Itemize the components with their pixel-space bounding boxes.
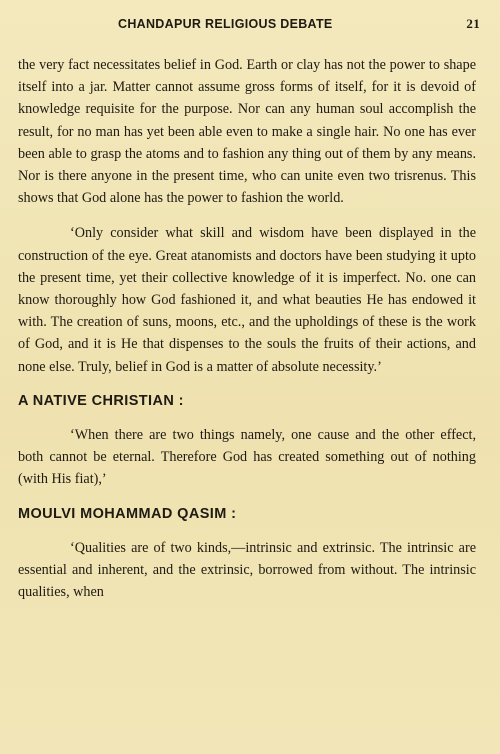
- speaker-heading-native-christian: A NATIVE CHRISTIAN :: [18, 392, 184, 409]
- page-body: [18, 54, 476, 603]
- speaker-heading-moulvi-qasim: MOULVI MOHAMMAD QASIM :: [18, 505, 237, 522]
- page-number: 21: [466, 16, 480, 31]
- running-head-title: CHANDAPUR RELIGIOUS DEBATE: [118, 17, 333, 31]
- paragraph-qasim-statement: ‘Qualities are of two kinds,—intrinsic and extrinsic. The intrinsic are essential and inherent, and the extrinsic, borrowed from without. The intrinsic qualities, when: [18, 539, 476, 601]
- running-head: [118, 16, 480, 32]
- paragraph-christian-statement: ‘When there are two things namely, one cause and the other effect, both cannot be eternal. Therefore God has created something out of nothing (with His fiat),’: [18, 427, 476, 488]
- paragraph-continuation: the very fact necessitates belief in God. Earth or clay has not the power to shape itself into a jar. Matter cannot assume gross forms of itself, for it is devoid of knowledge requisite for the purpose. Nor can any human soul accomplish the result, for no man has yet been able even to make a single hair. No one has ever been able to grasp the atoms and to fashion any thing out of them by any means. Nor is there anyone in the present time, who can unite even two trisrenus. This shows that God alone has the power to fashion the world.: [18, 57, 476, 207]
- paragraph-eye-argument: ‘Only consider what skill and wisdom have been displayed in the construction of the eye. Great atanomists and doctors have been studying it upto the present time, yet their collective knowledge of it is imperfect. No. one can know thoroughly how God fashioned it, and what beauties He has endowed it with. The creation of suns, moons, etc., and the upholdings of these is the work of God, and it is He that dispenses to the souls the fruits of their actions, and none else. Truly, belief in God is a matter of absolute necessity.’: [18, 225, 476, 375]
